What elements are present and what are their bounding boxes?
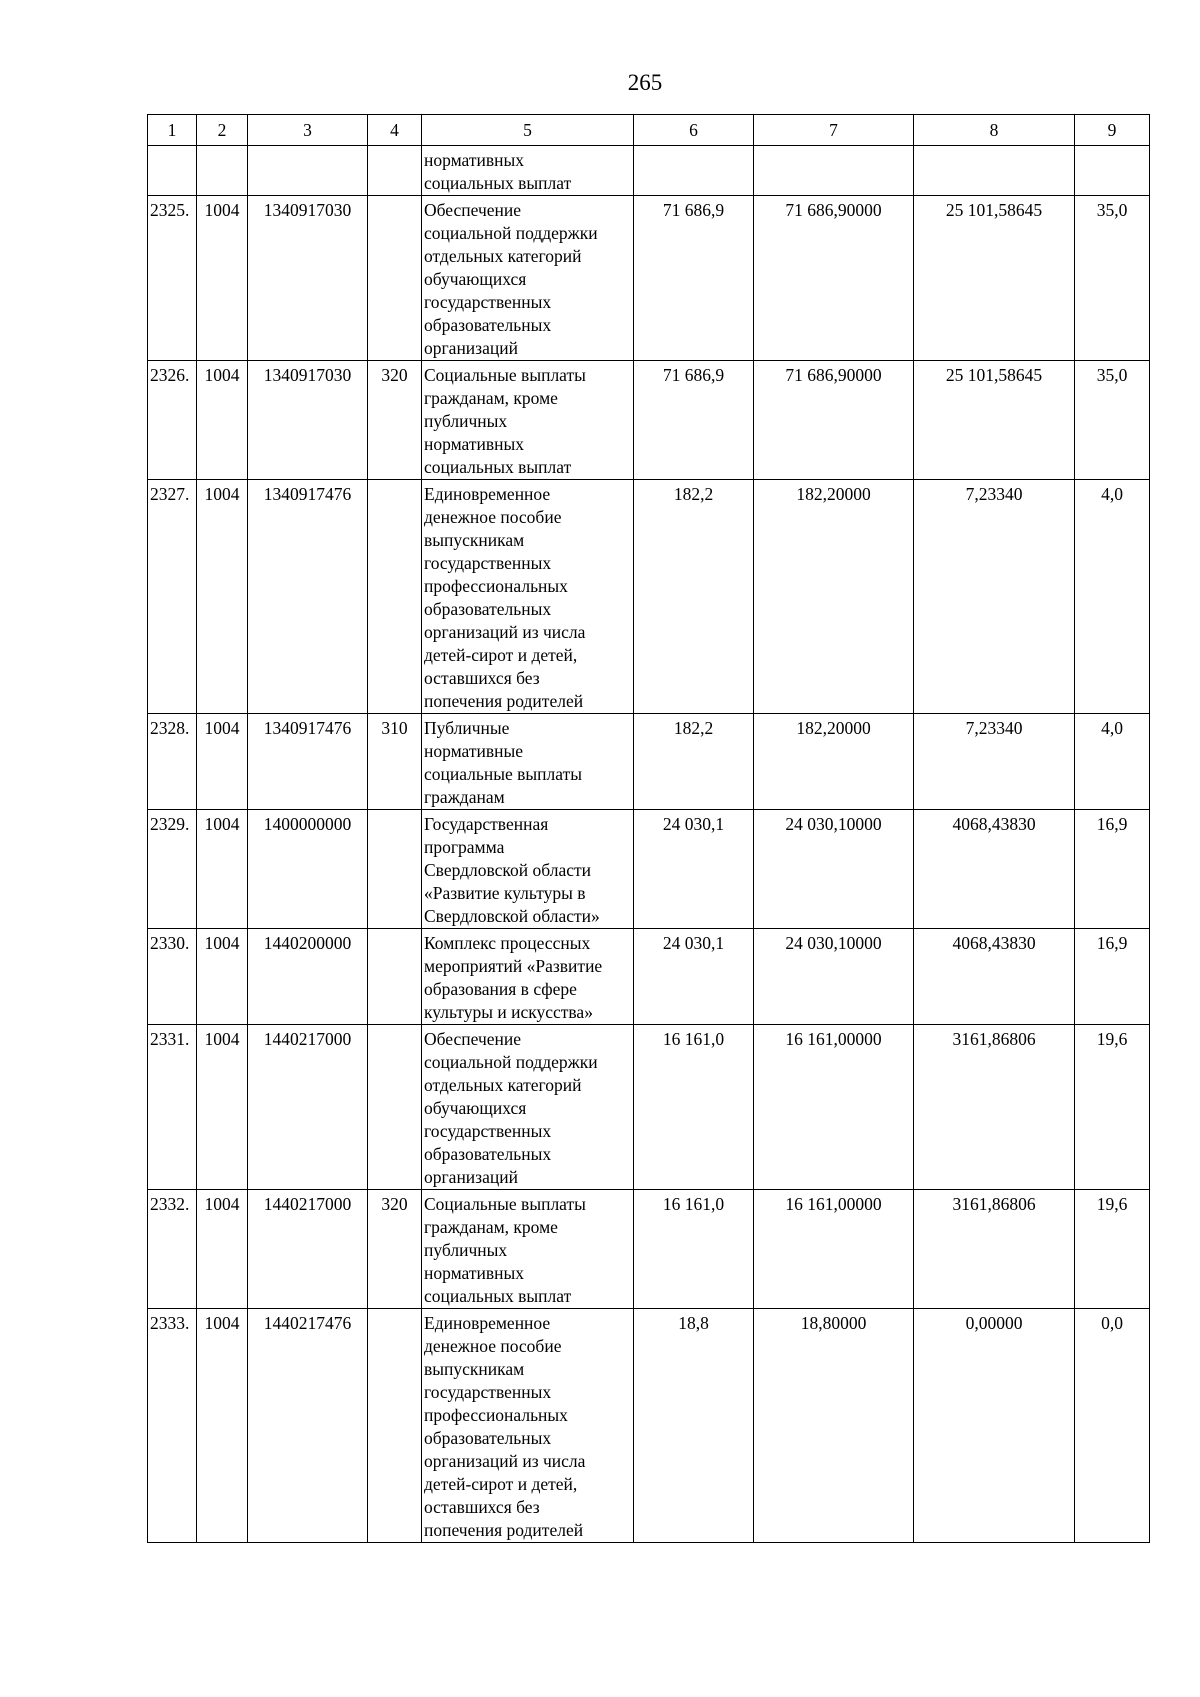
table-row xyxy=(148,810,1150,929)
row-number-cell: 2329. xyxy=(148,810,197,929)
executed-amount-cell: 3161,86806 xyxy=(914,1025,1075,1190)
expense-type-cell xyxy=(368,1309,422,1543)
percent-executed-cell: 35,0 xyxy=(1075,196,1150,361)
percent-executed-cell: 35,0 xyxy=(1075,361,1150,480)
target-article-cell: 1440217476 xyxy=(248,1309,368,1543)
row-number-cell: 2326. xyxy=(148,361,197,480)
percent-executed-cell: 19,6 xyxy=(1075,1025,1150,1190)
expense-type-cell: 320 xyxy=(368,1190,422,1309)
column-header: 5 xyxy=(422,115,634,146)
planned-amount-cell: 71 686,9 xyxy=(634,196,754,361)
executed-amount-cell: 7,23340 xyxy=(914,480,1075,714)
approved-amount-cell: 71 686,90000 xyxy=(754,196,914,361)
page-number: 265 xyxy=(627,70,663,95)
row-number-cell: 2325. xyxy=(148,196,197,361)
target-article-cell: 1340917030 xyxy=(248,361,368,480)
planned-amount-cell: 182,2 xyxy=(634,714,754,810)
target-article-cell: 1400000000 xyxy=(248,810,368,929)
item-name-cell: нормативных социальных выплат xyxy=(422,146,634,196)
approved-amount-cell: 182,20000 xyxy=(754,480,914,714)
section-code-cell: 1004 xyxy=(197,480,248,714)
column-header: 2 xyxy=(197,115,248,146)
item-name-cell: Социальные выплаты гражданам, кроме публичных нормативных социальных выплат xyxy=(422,361,634,480)
approved-amount-cell xyxy=(754,146,914,196)
planned-amount-cell xyxy=(634,146,754,196)
expense-type-cell xyxy=(368,929,422,1025)
item-name-cell: Публичные нормативные социальные выплаты гражданам xyxy=(422,714,634,810)
percent-executed-cell: 4,0 xyxy=(1075,480,1150,714)
planned-amount-cell: 16 161,0 xyxy=(634,1190,754,1309)
planned-amount-cell: 24 030,1 xyxy=(634,810,754,929)
row-number-cell: 2330. xyxy=(148,929,197,1025)
executed-amount-cell: 25 101,58645 xyxy=(914,196,1075,361)
percent-executed-cell: 0,0 xyxy=(1075,1309,1150,1543)
percent-executed-cell: 4,0 xyxy=(1075,714,1150,810)
executed-amount-cell: 0,00000 xyxy=(914,1309,1075,1543)
table-row xyxy=(148,714,1150,810)
expense-type-cell xyxy=(368,146,422,196)
budget-table xyxy=(147,114,1150,1543)
row-number-cell: 2327. xyxy=(148,480,197,714)
approved-amount-cell: 18,80000 xyxy=(754,1309,914,1543)
section-code-cell: 1004 xyxy=(197,361,248,480)
planned-amount-cell: 16 161,0 xyxy=(634,1025,754,1190)
section-code-cell: 1004 xyxy=(197,1309,248,1543)
column-header: 4 xyxy=(368,115,422,146)
percent-executed-cell: 16,9 xyxy=(1075,929,1150,1025)
row-number-cell: 2328. xyxy=(148,714,197,810)
table-header-row xyxy=(148,115,1150,146)
column-header: 6 xyxy=(634,115,754,146)
expense-type-cell xyxy=(368,480,422,714)
section-code-cell: 1004 xyxy=(197,196,248,361)
executed-amount-cell: 4068,43830 xyxy=(914,810,1075,929)
row-number-cell xyxy=(148,146,197,196)
item-name-cell: Комплекс процессных мероприятий «Развитие образования в сфере культуры и искусства» xyxy=(422,929,634,1025)
target-article-cell: 1340917476 xyxy=(248,480,368,714)
table-row xyxy=(148,929,1150,1025)
approved-amount-cell: 16 161,00000 xyxy=(754,1025,914,1190)
approved-amount-cell: 16 161,00000 xyxy=(754,1190,914,1309)
item-name-cell: Единовременное денежное пособие выпускникам государственных профессиональных образовательных организаций из числа детей-сирот и детей, оставшихся без попечения родителей xyxy=(422,1309,634,1543)
target-article-cell: 1440217000 xyxy=(248,1190,368,1309)
table-row xyxy=(148,1025,1150,1190)
column-header: 8 xyxy=(914,115,1075,146)
approved-amount-cell: 182,20000 xyxy=(754,714,914,810)
item-name-cell: Государственная программа Свердловской области «Развитие культуры в Свердловской области» xyxy=(422,810,634,929)
target-article-cell: 1340917476 xyxy=(248,714,368,810)
row-number-cell: 2331. xyxy=(148,1025,197,1190)
executed-amount-cell: 3161,86806 xyxy=(914,1190,1075,1309)
section-code-cell xyxy=(197,146,248,196)
section-code-cell: 1004 xyxy=(197,1025,248,1190)
planned-amount-cell: 18,8 xyxy=(634,1309,754,1543)
section-code-cell: 1004 xyxy=(197,714,248,810)
target-article-cell: 1340917030 xyxy=(248,196,368,361)
item-name-cell: Обеспечение социальной поддержки отдельных категорий обучающихся государственных образовательных организаций xyxy=(422,1025,634,1190)
expense-type-cell: 320 xyxy=(368,361,422,480)
section-code-cell: 1004 xyxy=(197,929,248,1025)
executed-amount-cell xyxy=(914,146,1075,196)
table-row xyxy=(148,361,1150,480)
column-header: 3 xyxy=(248,115,368,146)
row-number-cell: 2332. xyxy=(148,1190,197,1309)
planned-amount-cell: 182,2 xyxy=(634,480,754,714)
executed-amount-cell: 7,23340 xyxy=(914,714,1075,810)
expense-type-cell xyxy=(368,1025,422,1190)
executed-amount-cell: 4068,43830 xyxy=(914,929,1075,1025)
column-header: 9 xyxy=(1075,115,1150,146)
expense-type-cell xyxy=(368,196,422,361)
percent-executed-cell: 16,9 xyxy=(1075,810,1150,929)
section-code-cell: 1004 xyxy=(197,1190,248,1309)
approved-amount-cell: 71 686,90000 xyxy=(754,361,914,480)
table-row xyxy=(148,1309,1150,1543)
target-article-cell: 1440200000 xyxy=(248,929,368,1025)
item-name-cell: Единовременное денежное пособие выпускникам государственных профессиональных образовательных организаций из числа детей-сирот и детей, оставшихся без попечения родителей xyxy=(422,480,634,714)
planned-amount-cell: 71 686,9 xyxy=(634,361,754,480)
table-row xyxy=(148,1190,1150,1309)
target-article-cell xyxy=(248,146,368,196)
table-row xyxy=(148,146,1150,196)
table-row xyxy=(148,480,1150,714)
planned-amount-cell: 24 030,1 xyxy=(634,929,754,1025)
target-article-cell: 1440217000 xyxy=(248,1025,368,1190)
section-code-cell: 1004 xyxy=(197,810,248,929)
item-name-cell: Обеспечение социальной поддержки отдельных категорий обучающихся государственных образовательных организаций xyxy=(422,196,634,361)
expense-type-cell xyxy=(368,810,422,929)
column-header: 7 xyxy=(754,115,914,146)
table-row xyxy=(148,196,1150,361)
expense-type-cell: 310 xyxy=(368,714,422,810)
executed-amount-cell: 25 101,58645 xyxy=(914,361,1075,480)
column-header: 1 xyxy=(148,115,197,146)
approved-amount-cell: 24 030,10000 xyxy=(754,810,914,929)
item-name-cell: Социальные выплаты гражданам, кроме публичных нормативных социальных выплат xyxy=(422,1190,634,1309)
approved-amount-cell: 24 030,10000 xyxy=(754,929,914,1025)
percent-executed-cell: 19,6 xyxy=(1075,1190,1150,1309)
row-number-cell: 2333. xyxy=(148,1309,197,1543)
percent-executed-cell xyxy=(1075,146,1150,196)
